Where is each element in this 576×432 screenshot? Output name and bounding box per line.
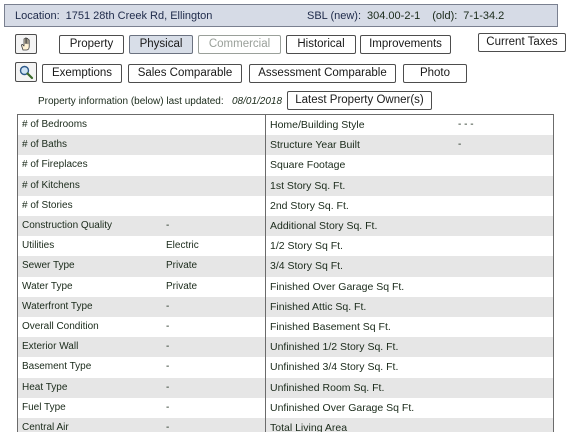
row-left-label: Utilities [22,240,55,252]
location-value: 1751 28th Creek Rd, Ellington [65,10,213,22]
row-right-value: - - - [458,119,474,130]
row-left-label: Water Type [22,280,73,292]
row-right-label: Additional Story Sq. Ft. [270,220,378,232]
row-left-label: # of Fireplaces [22,159,88,171]
physical-attributes-table [17,114,554,432]
row-left-value: - [166,341,170,353]
sbl-old-label: (old): [432,10,458,22]
tab-improvements[interactable]: Improvements [360,35,451,54]
row-left-label: Overall Condition [22,321,99,332]
row-left-label: Central Air [22,422,69,432]
current-taxes-button[interactable]: Current Taxes [478,33,566,52]
table-row [18,277,553,297]
row-left-label: Sewer Type [22,260,75,272]
tab-sales-comparable[interactable]: Sales Comparable [128,64,242,83]
row-right-value: - [458,139,462,151]
last-updated-label: Property information (below) last updated: [38,96,224,107]
row-right-label: 3/4 Story Sq Ft. [270,260,343,273]
table-row [18,337,553,357]
tab-physical[interactable]: Physical [129,35,193,54]
row-left-value: - [166,300,170,312]
tab-photo[interactable]: Photo [403,64,467,83]
row-left-label: Basement Type [22,361,92,373]
table-row [18,317,553,337]
table-row [18,378,553,398]
tab-commercial[interactable]: Commercial [198,35,281,54]
row-right-label: Total Living Area [270,422,348,432]
row-left-value: - [166,220,170,231]
tab-historical[interactable]: Historical [286,35,356,54]
table-row [18,135,553,155]
row-left-label: # of Stories [22,199,73,211]
row-left-value: - [166,361,170,373]
location-label: Location: [15,10,60,22]
sbl-new-value: 304.00-2-1 [367,10,421,22]
row-right-label: Finished Basement Sq Ft. [270,321,391,333]
row-right-label: 2nd Story Sq. Ft. [270,199,349,212]
table-row [18,216,553,236]
table-column-divider [265,115,266,432]
row-left-label: Waterfront Type [22,300,93,312]
row-right-label: Unfinished Over Garage Sq Ft. [270,401,415,414]
row-left-label: Exterior Wall [22,341,79,353]
table-row [18,398,553,418]
row-right-label: Unfinished Room Sq. Ft. [270,381,385,394]
row-right-label: Finished Attic Sq. Ft. [270,300,367,313]
row-left-value: - [166,381,170,393]
latest-owner-button[interactable]: Latest Property Owner(s) [287,91,432,110]
table-row [18,176,553,196]
magnifier-button[interactable] [15,62,37,82]
table-row [18,236,553,256]
sbl-old-value: 7-1-34.2 [463,10,505,22]
row-right-label: Structure Year Built [270,139,360,152]
table-row [18,256,553,276]
row-right-label: Square Footage [270,159,346,172]
table-row [18,297,553,317]
row-left-value: Electric [166,240,199,252]
row-right-label: Unfinished 3/4 Story Sq. Ft. [270,361,399,374]
tab-exemptions[interactable]: Exemptions [42,64,122,83]
row-left-value: Private [166,260,198,272]
tab-assessment-comparable[interactable]: Assessment Comparable [249,64,396,83]
row-right-label: 1st Story Sq. Ft. [270,179,346,192]
table-row [18,418,553,432]
row-left-value: - [166,321,170,332]
row-left-label: # of Baths [22,139,68,151]
table-row [18,115,553,135]
table-row [18,357,553,377]
row-left-value: Private [166,280,198,292]
row-left-value: - [166,401,170,413]
row-right-label: Finished Over Garage Sq Ft. [270,280,405,293]
magnifier-icon [18,64,34,80]
table-row [18,155,553,175]
sbl-group [307,10,504,22]
hand-pointer-button[interactable] [15,34,37,54]
row-left-label: # of Bedrooms [22,119,88,130]
last-updated-date: 08/01/2018 [232,96,283,107]
sbl-new-label: SBL (new): [307,10,362,22]
row-right-label: Home/Building Style [270,119,365,131]
row-left-label: Construction Quality [22,220,113,231]
table-row [18,196,553,216]
location-group [15,10,212,22]
row-left-label: # of Kitchens [22,179,80,191]
row-left-label: Fuel Type [22,401,66,413]
row-right-label: 1/2 Story Sq Ft. [270,240,343,253]
hand-pointer-icon [18,36,34,52]
row-left-value: - [166,422,170,432]
row-left-label: Heat Type [22,381,68,393]
location-bar [4,4,558,27]
tab-property[interactable]: Property [59,35,124,54]
row-right-label: Unfinished 1/2 Story Sq. Ft. [270,341,399,354]
